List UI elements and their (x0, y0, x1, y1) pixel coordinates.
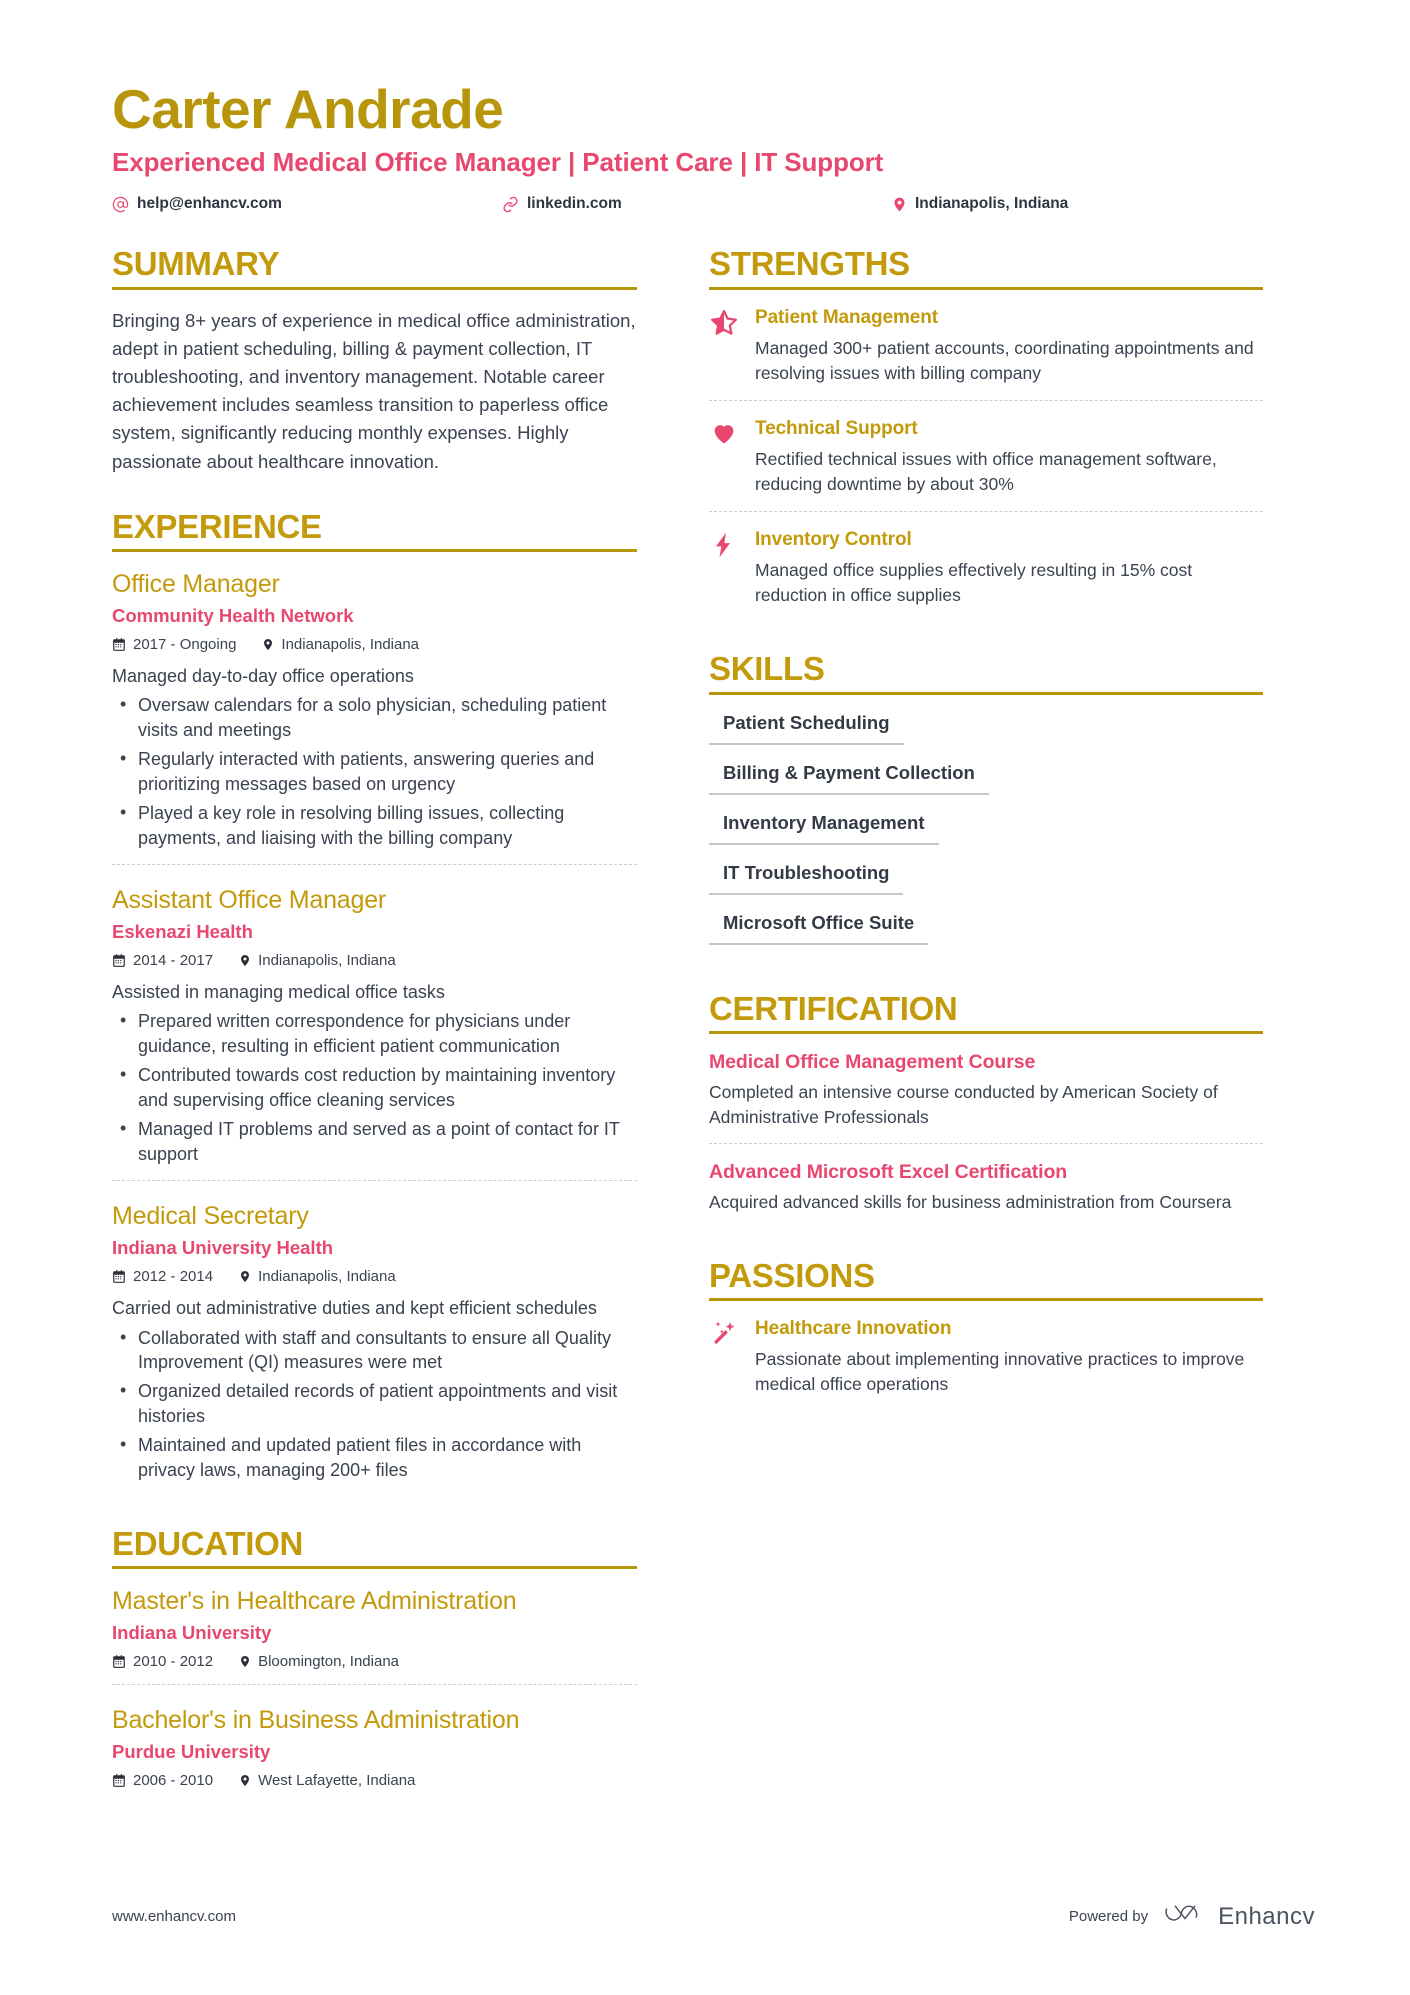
experience-bullets (112, 693, 637, 850)
candidate-name: Carter Andrade (112, 78, 504, 140)
experience-bullets (112, 1326, 637, 1483)
strength-item (709, 400, 1263, 511)
passions-heading: PASSIONS (709, 1256, 875, 1294)
section-passions (709, 1256, 1263, 1412)
experience-location (262, 636, 419, 653)
education-location (239, 1772, 415, 1789)
summary-heading: SUMMARY (112, 245, 280, 283)
strengths-rule (709, 287, 1263, 290)
right-column (689, 247, 1263, 1807)
education-rule (112, 1566, 637, 1569)
experience-organization: Community Health Network (112, 605, 354, 627)
contact-location (892, 195, 1068, 213)
skills-heading: SKILLS (709, 650, 825, 688)
section-skills (709, 652, 1263, 962)
link-icon (502, 196, 519, 213)
magic-wand-icon (709, 1318, 755, 1396)
education-school: Purdue University (112, 1741, 271, 1763)
enhancv-brand-text: Enhancv (1218, 1902, 1315, 1930)
skill-item: Billing & Payment Collection (709, 762, 989, 795)
experience-rule (112, 549, 637, 552)
experience-bullets (112, 1009, 637, 1166)
bullet-item: • Prepared written correspondence for physicians under guidance, resulting in efficient patient communication (112, 1009, 637, 1059)
powered-by-label: Powered by (1068, 1908, 1149, 1925)
experience-location (239, 1268, 396, 1285)
experience-role: Office Manager (112, 570, 280, 599)
bullet-item: • Collaborated with staff and consultants to ensure all Quality Improvement (QI) measures were met (112, 1326, 637, 1376)
strength-title: Inventory Control (755, 529, 912, 551)
education-meta (112, 1772, 637, 1789)
bullet-item: • Contributed towards cost reduction by maintaining inventory and supervising office cleaning services (112, 1063, 637, 1113)
contact-linkedin[interactable] (502, 195, 892, 213)
experience-meta (112, 636, 637, 653)
heart-icon (709, 418, 755, 496)
experience-dates-text: 2017 - Ongoing (133, 636, 237, 654)
section-experience (112, 507, 637, 1497)
bullet-item: • Maintained and updated patient files in accordance with privacy laws, managing 200+ files (112, 1433, 637, 1483)
contact-linkedin-text: linkedin.com (527, 195, 622, 213)
certification-title: Advanced Microsoft Excel Certification (709, 1161, 1068, 1184)
education-dates-text: 2006 - 2010 (133, 1772, 214, 1790)
certification-description: Completed an intensive course conducted by American Society of Administrative Professionals (709, 1082, 1218, 1127)
experience-location-text: Indianapolis, Indiana (258, 952, 396, 970)
strengths-heading: STRENGTHS (709, 245, 910, 283)
summary-text: Bringing 8+ years of experience in medical office administration, adept in patient scheduling, billing & payment collection, IT troubleshooting, and inventory management. Notable career achievement includes seamless transition to paperless office system, significantly reducing monthly expenses. Highly passionate about healthcare innovation. (112, 310, 636, 472)
experience-entry (112, 569, 637, 864)
certification-item (709, 1143, 1263, 1229)
location-pin-icon (239, 953, 251, 968)
education-entry (112, 1684, 637, 1803)
experience-dates-text: 2014 - 2017 (133, 952, 214, 970)
experience-heading: EXPERIENCE (112, 507, 322, 545)
experience-dates (112, 636, 236, 653)
bullet-item: • Played a key role in resolving billing issues, collecting payments, and liaising with the billing company (112, 801, 637, 851)
passion-description: Passionate about implementing innovative practices to improve medical office operations (755, 1349, 1245, 1394)
experience-location-text: Indianapolis, Indiana (281, 636, 420, 654)
strength-description: Managed 300+ patient accounts, coordinating appointments and resolving issues with billing company (755, 338, 1254, 383)
passion-title: Healthcare Innovation (755, 1318, 952, 1340)
education-location-text: West Lafayette, Indiana (258, 1772, 416, 1790)
star-icon (709, 307, 755, 385)
passion-item (709, 1318, 1263, 1411)
experience-description: Carried out administrative duties and kept efficient schedules (112, 1298, 597, 1319)
resume-header (112, 80, 1315, 213)
education-location-text: Bloomington, Indiana (258, 1653, 400, 1671)
contact-location-text: Indianapolis, Indiana (915, 195, 1069, 213)
education-dates (112, 1653, 213, 1670)
experience-location (239, 952, 396, 969)
experience-entry (112, 1180, 637, 1496)
experience-entry (112, 864, 637, 1180)
left-column (112, 247, 689, 1807)
experience-location-text: Indianapolis, Indiana (258, 1268, 396, 1286)
section-certification (709, 989, 1263, 1229)
skill-item: Patient Scheduling (709, 712, 904, 745)
experience-organization: Eskenazi Health (112, 921, 253, 943)
calendar-icon (112, 637, 126, 652)
location-pin-icon (892, 196, 907, 213)
certification-description: Acquired advanced skills for business administration from Coursera (709, 1192, 1232, 1213)
certification-title: Medical Office Management Course (709, 1051, 1036, 1074)
education-degree: Master's in Healthcare Administration (112, 1587, 517, 1616)
bullet-item: • Oversaw calendars for a solo physician, scheduling patient visits and meetings (112, 693, 637, 743)
location-pin-icon (262, 637, 274, 652)
enhancv-logo-icon (1164, 1900, 1206, 1933)
education-dates-text: 2010 - 2012 (133, 1653, 214, 1671)
experience-description: Managed day-to-day office operations (112, 666, 414, 687)
skill-item: Inventory Management (709, 812, 939, 845)
experience-organization: Indiana University Health (112, 1237, 334, 1259)
lightning-bolt-icon (709, 529, 755, 607)
footer-url[interactable]: www.enhancv.com (112, 1908, 236, 1925)
education-heading: EDUCATION (112, 1524, 304, 1562)
bullet-item: • Regularly interacted with patients, answering queries and prioritizing messages based on urgency (112, 747, 637, 797)
footer-branding (1069, 1900, 1315, 1933)
bullet-item: • Managed IT problems and served as a point of contact for IT support (112, 1117, 637, 1167)
calendar-icon (112, 1269, 126, 1284)
experience-dates-text: 2012 - 2014 (133, 1268, 214, 1286)
experience-meta (112, 952, 637, 969)
passions-rule (709, 1298, 1263, 1301)
section-strengths (709, 247, 1263, 622)
certification-heading: CERTIFICATION (709, 989, 958, 1027)
resume-columns (112, 247, 1315, 1807)
certification-item (709, 1051, 1263, 1143)
strength-title: Technical Support (755, 418, 918, 440)
resume-footer (112, 1900, 1315, 1933)
education-degree: Bachelor's in Business Administration (112, 1706, 520, 1735)
at-icon (112, 196, 129, 213)
bullet-item: • Organized detailed records of patient appointments and visit histories (112, 1379, 637, 1429)
section-summary (112, 247, 637, 475)
location-pin-icon (239, 1654, 251, 1669)
education-dates (112, 1772, 213, 1789)
contact-row (112, 195, 1315, 213)
summary-rule (112, 287, 637, 290)
skill-item: IT Troubleshooting (709, 862, 903, 895)
education-school: Indiana University (112, 1622, 272, 1644)
skill-item: Microsoft Office Suite (709, 912, 928, 945)
contact-email[interactable] (112, 195, 502, 213)
calendar-icon (112, 953, 126, 968)
experience-dates (112, 952, 213, 969)
location-pin-icon (239, 1773, 251, 1788)
calendar-icon (112, 1773, 126, 1788)
experience-dates (112, 1268, 213, 1285)
location-pin-icon (239, 1269, 251, 1284)
skills-rule (709, 692, 1263, 695)
education-meta (112, 1653, 637, 1670)
contact-email-text: help@enhancv.com (137, 195, 282, 213)
strength-description: Managed office supplies effectively resulting in 15% cost reduction in office supplies (755, 560, 1193, 605)
experience-role: Medical Secretary (112, 1202, 309, 1231)
certification-rule (709, 1031, 1263, 1034)
education-entry (112, 1586, 637, 1684)
education-location (239, 1653, 399, 1670)
strength-item (709, 511, 1263, 622)
experience-description: Assisted in managing medical office tasks (112, 982, 445, 1003)
calendar-icon (112, 1654, 126, 1669)
skill-list (709, 712, 1263, 962)
section-education (112, 1524, 637, 1804)
experience-meta (112, 1268, 637, 1285)
experience-role: Assistant Office Manager (112, 886, 387, 915)
strength-item (709, 307, 1263, 400)
candidate-headline: Experienced Medical Office Manager | Patient Care | IT Support (112, 147, 884, 178)
strength-description: Rectified technical issues with office management software, reducing downtime by about 30% (755, 449, 1217, 494)
strength-title: Patient Management (755, 307, 938, 329)
